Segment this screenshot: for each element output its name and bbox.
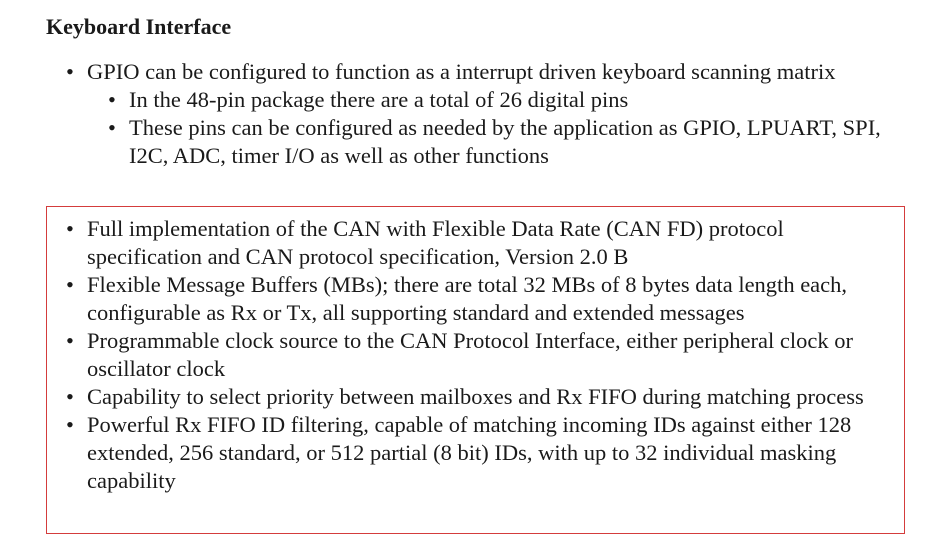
can-feature-item: • Powerful Rx FIFO ID filtering, capable of matching incoming IDs against either 128 extended, 256 standard, or 512 partial (8 bit) IDs, with up to 32 individual masking capability (87, 411, 899, 495)
gpio-bullet-text: GPIO can be configured to function as a interrupt driven keyboard scanning matrix (87, 59, 836, 84)
gpio-sub-list (129, 86, 887, 170)
can-feature-item: • Full implementation of the CAN with Flexible Data Rate (CAN FD) protocol specification and CAN protocol specification, Version 2.0 B (87, 215, 899, 271)
sub-bullet-functions: • These pins can be configured as needed by the application as GPIO, LPUART, SPI, I2C, ADC, timer I/O as well as other functions (129, 114, 887, 170)
sub-bullet-pins: • In the 48-pin package there are a total of 26 digital pins (129, 86, 887, 114)
can-feature-item: • Flexible Message Buffers (MBs); there are total 32 MBs of 8 bytes data length each, configurable as Rx or Tx, all supporting standard and extended messages (87, 271, 899, 327)
can-feature-item: • Capability to select priority between mailboxes and Rx FIFO during matching process (87, 383, 899, 411)
keyboard-interface-list (87, 58, 887, 170)
section-heading: Keyboard Interface (46, 14, 232, 39)
highlight-box (46, 206, 905, 534)
can-feature-list (87, 215, 899, 495)
can-feature-item: • Programmable clock source to the CAN Protocol Interface, either peripheral clock or oscillator clock (87, 327, 899, 383)
gpio-bullet (87, 58, 887, 170)
